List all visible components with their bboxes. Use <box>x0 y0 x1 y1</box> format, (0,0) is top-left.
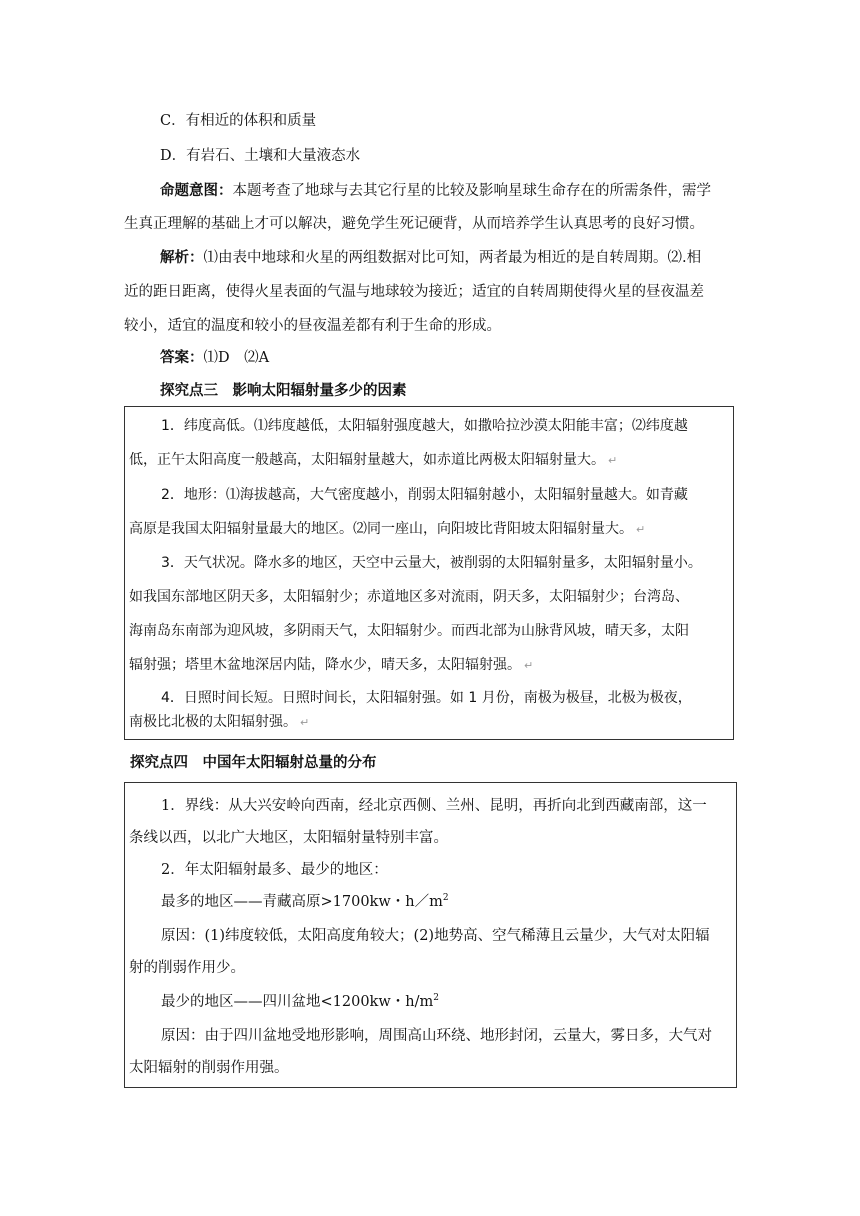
intent-paragraph-line1 <box>124 174 739 208</box>
answer-line <box>124 341 739 375</box>
box2-line4: 最多的地区——青藏高原>1700kw・$h/m^2$ <box>161 893 449 910</box>
distribution-box <box>124 782 737 1088</box>
box1-p1-line2: 低，正午太阳高度一般越高，太阳辐射量越大，如赤道比两极太阳辐射量大。 ↵ <box>129 452 618 468</box>
answer-label: 答案： <box>160 349 204 366</box>
return-mark-icon: ↵ <box>636 523 646 536</box>
factors-box <box>124 406 734 740</box>
box1-p3-line3: 海南岛东南部为迎风坡，多阴雨天气，太阳辐射少。而西北部为山脉背风坡，晴天多，太阳 <box>129 623 689 639</box>
box1-p4-line2: 南极比北极的太阳辐射强。 ↵ <box>129 714 310 730</box>
section3-title: 探究点三 影响太阳辐射量多少的因素 <box>160 382 407 399</box>
return-mark-icon: ↵ <box>300 716 310 729</box>
box2-line7: 最少的地区——四川盆地<1200kw・$h/m^2$ <box>161 993 439 1010</box>
return-mark-icon: ↵ <box>524 659 534 672</box>
box2-line6: 射的削弱作用少。 <box>129 960 245 976</box>
box1-p2-line2: 高原是我国太阳辐射量最大的地区。⑵同一座山，向阳坡比背阳坡太阳辐射量大。 ↵ <box>129 521 646 537</box>
box2-line9: 太阳辐射的削弱作用强。 <box>129 1060 289 1076</box>
answer-text: ⑴D ⑵A <box>203 350 270 366</box>
analysis-text-2: 近的距日距离，使得火星表面的气温与地球较为接近；适宜的自转周期使得火星的昼夜温差 <box>124 284 704 300</box>
intent-text-2: 生真正理解的基础上才可以解决，避免学生死记硬背，从而培养学生认真思考的良好习惯。 <box>124 216 704 232</box>
intent-label: 命题意图： <box>160 182 233 199</box>
box1-p3-line4: 辐射强；塔里木盆地深居内陆，降水少，晴天多，太阳辐射强。 ↵ <box>129 657 534 673</box>
box2-line1: 1．界线：从大兴安岭向西南，经北京西侧、兰州、昆明，再折向北到西藏南部，这一 <box>161 798 707 814</box>
analysis-label: 解析： <box>160 249 204 266</box>
intent-text-1: 本题考查了地球与去其它行星的比较及影响星球生命存在的所需条件，需学 <box>232 183 711 199</box>
analysis-text-1: ⑴由表中地球和火星的两组数据对比可知，两者最为相近的是自转周期。⑵.相 <box>203 250 702 266</box>
analysis-text-3: 较小，适宜的温度和较小的昼夜温差都有利于生命的形成。 <box>124 318 501 334</box>
box2-line2: 条线以西，以北广大地区，太阳辐射量特别丰富。 <box>129 830 448 846</box>
box1-p1-line1: 1．纬度高低。⑴纬度越低，太阳辐射强度越大，如撒哈拉沙漠太阳能丰富；⑵纬度越 <box>161 418 688 434</box>
return-mark-icon: ↵ <box>608 454 618 467</box>
box1-p3-line1: 3．天气状况。降水多的地区，天空中云量大，被削弱的太阳辐射量多，太阳辐射量小。 <box>161 555 702 571</box>
box2-line3: 2．年太阳辐射最多、最少的地区： <box>161 862 388 878</box>
option-c: C．有相近的体积和质量 <box>160 113 317 129</box>
box2-line5: 原因：(1)纬度较低，太阳高度角较大；(2)地势高、空气稀薄且云量少，大气对太阳辐 <box>161 928 710 944</box>
box2-line8: 原因：由于四川盆地受地形影响，周围高山环绕、地形封闭，云量大，雾日多，大气对 <box>161 1028 712 1044</box>
box1-p2-line1: 2．地形：⑴海拔越高，大气密度越小，削弱太阳辐射越小，太阳辐射量越大。如青藏 <box>161 487 688 503</box>
section4-title: 探究点四 中国年太阳辐射总量的分布 <box>130 754 377 771</box>
box1-p4-line1: 4．日照时间长短。日照时间长，太阳辐射强。如 1 月份，南极为极昼，北极为极夜， <box>161 690 692 706</box>
option-d: D．有岩石、土壤和大量液态水 <box>160 148 361 164</box>
box1-p3-line2: 如我国东部地区阴天多，太阳辐射少；赤道地区多对流雨，阴天多，太阳辐射少；台湾岛、 <box>129 589 689 605</box>
analysis-paragraph-line1 <box>124 241 739 275</box>
